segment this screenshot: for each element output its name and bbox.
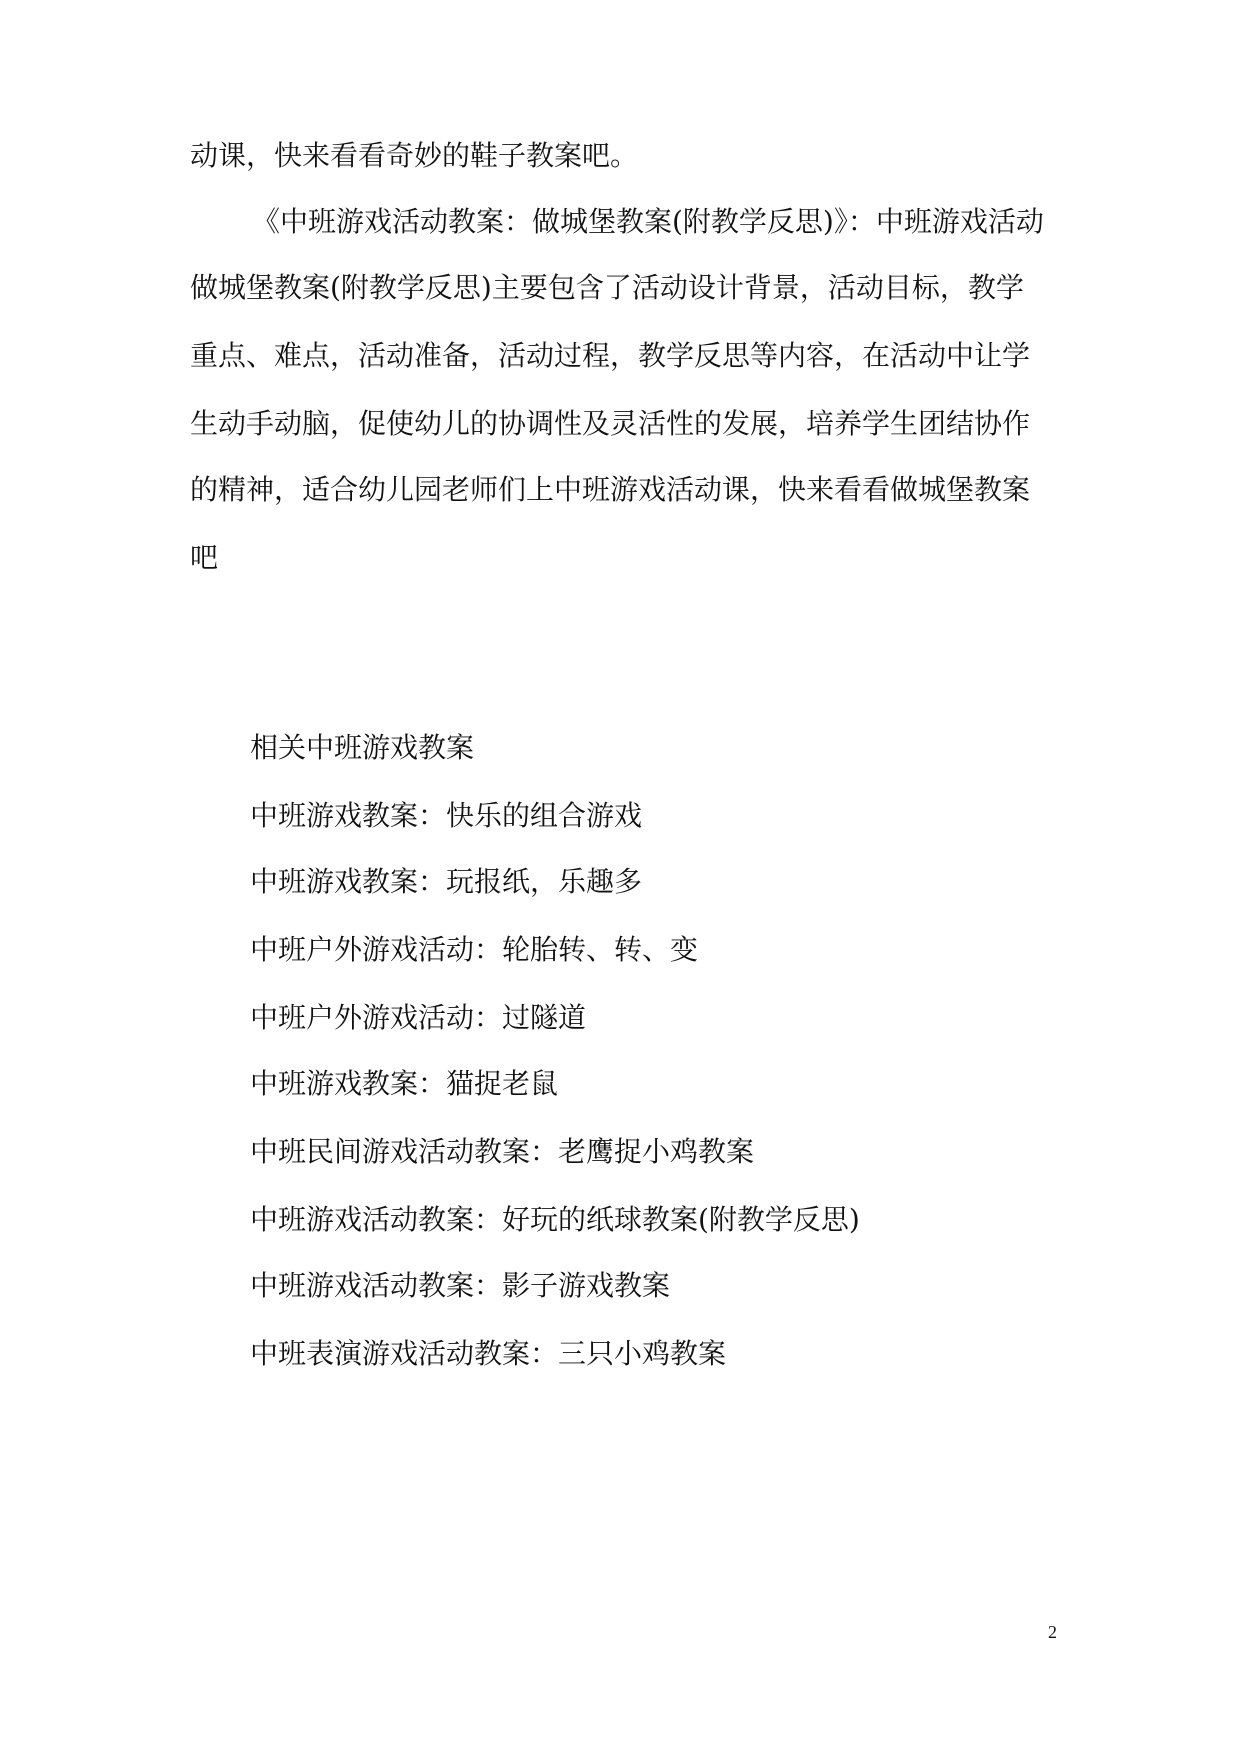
related-item-7: 中班游戏活动教案：好玩的纸球教案(附教学反思) [250, 1203, 860, 1236]
related-item-8: 中班游戏活动教案：影子游戏教案 [250, 1269, 671, 1302]
paragraph-2-line-1: 《中班游戏活动教案：做城堡教案(附教学反思)》：中班游戏活动 [252, 205, 1044, 238]
paragraph-2-line-5: 的精神，适合幼儿园老师们上中班游戏活动课，快来看看做城堡教案 [190, 473, 1031, 506]
related-item-6: 中班民间游戏活动教案：老鹰捉小鸡教案 [250, 1135, 755, 1168]
paragraph-2-line-2: 做城堡教案(附教学反思)主要包含了活动设计背景，活动目标，教学 [190, 271, 1024, 304]
paragraph-2-line-4: 生动手动脑，促使幼儿的协调性及灵活性的发展，培养学生团结协作 [190, 407, 1031, 440]
related-item-1: 中班游戏教案：快乐的组合游戏 [250, 799, 643, 832]
paragraph-1-line-1: 动课，快来看看奇妙的鞋子教案吧。 [190, 139, 639, 172]
related-item-3: 中班户外游戏活动：轮胎转、转、变 [250, 933, 699, 966]
related-item-9: 中班表演游戏活动教案：三只小鸡教案 [250, 1337, 727, 1370]
related-item-4: 中班户外游戏活动：过隧道 [250, 1001, 587, 1034]
paragraph-2-line-6: 吧 [190, 541, 219, 574]
page-number: 2 [1048, 1622, 1057, 1642]
paragraph-2-line-3: 重点、难点，活动准备，活动过程，教学反思等内容，在活动中让学 [190, 339, 1031, 372]
related-heading: 相关中班游戏教案 [250, 731, 475, 764]
related-item-2: 中班游戏教案：玩报纸，乐趣多 [250, 865, 643, 898]
related-item-5: 中班游戏教案：猫捉老鼠 [250, 1067, 559, 1100]
